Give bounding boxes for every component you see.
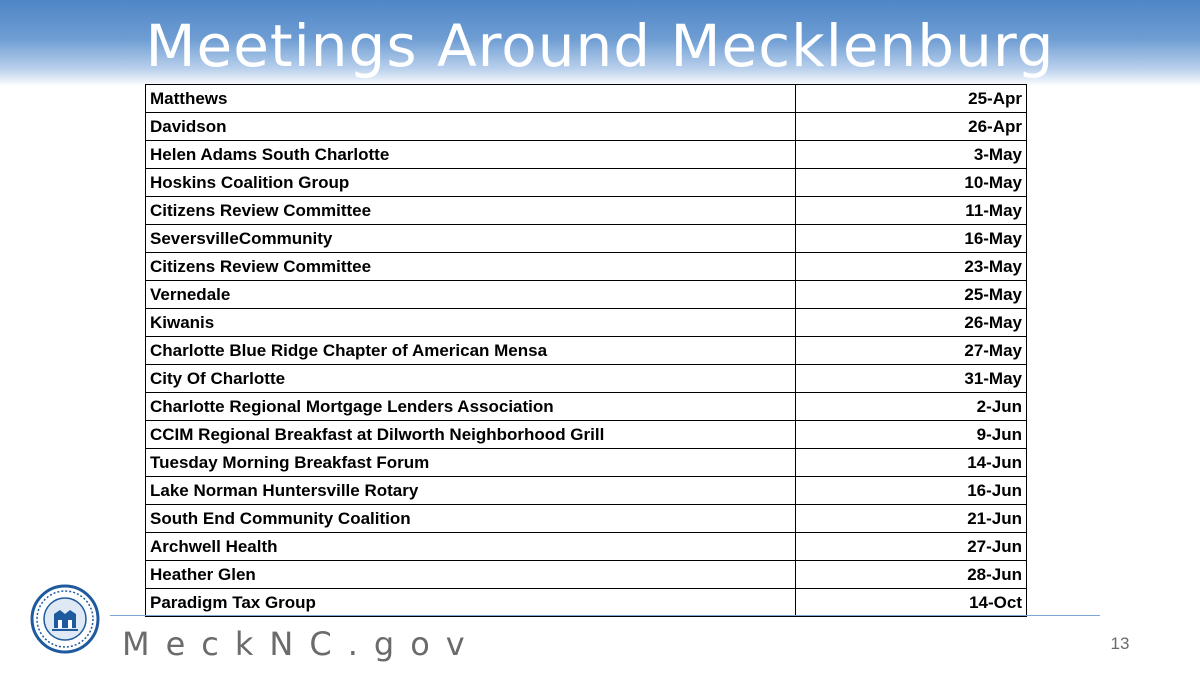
table-row — [146, 449, 1027, 477]
meeting-date-cell: 31-May — [796, 365, 1027, 393]
table-row — [146, 589, 1027, 617]
meeting-name-cell: City Of Charlotte — [146, 365, 796, 393]
meeting-name-cell: Hoskins Coalition Group — [146, 169, 796, 197]
meeting-date-cell: 16-May — [796, 225, 1027, 253]
meeting-name-cell: South End Community Coalition — [146, 505, 796, 533]
table-row — [146, 141, 1027, 169]
meeting-name-cell: Helen Adams South Charlotte — [146, 141, 796, 169]
footer-divider — [110, 615, 1100, 616]
table-row — [146, 393, 1027, 421]
table-row — [146, 225, 1027, 253]
meetings-table-body — [146, 85, 1027, 617]
meeting-date-cell: 21-Jun — [796, 505, 1027, 533]
table-row — [146, 169, 1027, 197]
table-row — [146, 533, 1027, 561]
slide-title: Meetings Around Mecklenburg — [145, 12, 1055, 80]
meeting-name-cell: Citizens Review Committee — [146, 197, 796, 225]
meeting-date-cell: 2-Jun — [796, 393, 1027, 421]
meeting-name-cell: CCIM Regional Breakfast at Dilworth Neighborhood Grill — [146, 421, 796, 449]
meeting-date-cell: 10-May — [796, 169, 1027, 197]
table-row — [146, 477, 1027, 505]
meeting-date-cell: 25-May — [796, 281, 1027, 309]
meeting-date-cell: 16-Jun — [796, 477, 1027, 505]
meeting-name-cell: Davidson — [146, 113, 796, 141]
meeting-date-cell: 26-Apr — [796, 113, 1027, 141]
meeting-date-cell: 28-Jun — [796, 561, 1027, 589]
meeting-name-cell: Tuesday Morning Breakfast Forum — [146, 449, 796, 477]
table-row — [146, 421, 1027, 449]
table-row — [146, 561, 1027, 589]
meeting-date-cell: 27-Jun — [796, 533, 1027, 561]
meeting-date-cell: 11-May — [796, 197, 1027, 225]
meeting-date-cell: 9-Jun — [796, 421, 1027, 449]
page-number: 13 — [1110, 634, 1130, 653]
meeting-name-cell: Archwell Health — [146, 533, 796, 561]
table-row — [146, 197, 1027, 225]
meeting-name-cell: Lake Norman Huntersville Rotary — [146, 477, 796, 505]
meeting-date-cell: 26-May — [796, 309, 1027, 337]
meeting-name-cell: Kiwanis — [146, 309, 796, 337]
table-row — [146, 365, 1027, 393]
meeting-name-cell: Vernedale — [146, 281, 796, 309]
table-row — [146, 309, 1027, 337]
table-row — [146, 505, 1027, 533]
table-row — [146, 113, 1027, 141]
meeting-name-cell: Matthews — [146, 85, 796, 113]
table-row — [146, 281, 1027, 309]
meeting-name-cell: Paradigm Tax Group — [146, 589, 796, 617]
meeting-date-cell: 14-Jun — [796, 449, 1027, 477]
meeting-date-cell: 14-Oct — [796, 589, 1027, 617]
table-row — [146, 337, 1027, 365]
meeting-date-cell: 23-May — [796, 253, 1027, 281]
county-seal-icon — [30, 584, 100, 654]
meeting-name-cell: Charlotte Blue Ridge Chapter of American Mensa — [146, 337, 796, 365]
table-row — [146, 85, 1027, 113]
meeting-date-cell: 25-Apr — [796, 85, 1027, 113]
meetings-table — [145, 84, 1027, 617]
table-row — [146, 253, 1027, 281]
meeting-name-cell: Citizens Review Committee — [146, 253, 796, 281]
meeting-name-cell: Charlotte Regional Mortgage Lenders Association — [146, 393, 796, 421]
meeting-name-cell: SeversvilleCommunity — [146, 225, 796, 253]
meeting-date-cell: 3-May — [796, 141, 1027, 169]
meeting-name-cell: Heather Glen — [146, 561, 796, 589]
footer-url: MeckNC.gov — [122, 625, 481, 663]
meeting-date-cell: 27-May — [796, 337, 1027, 365]
